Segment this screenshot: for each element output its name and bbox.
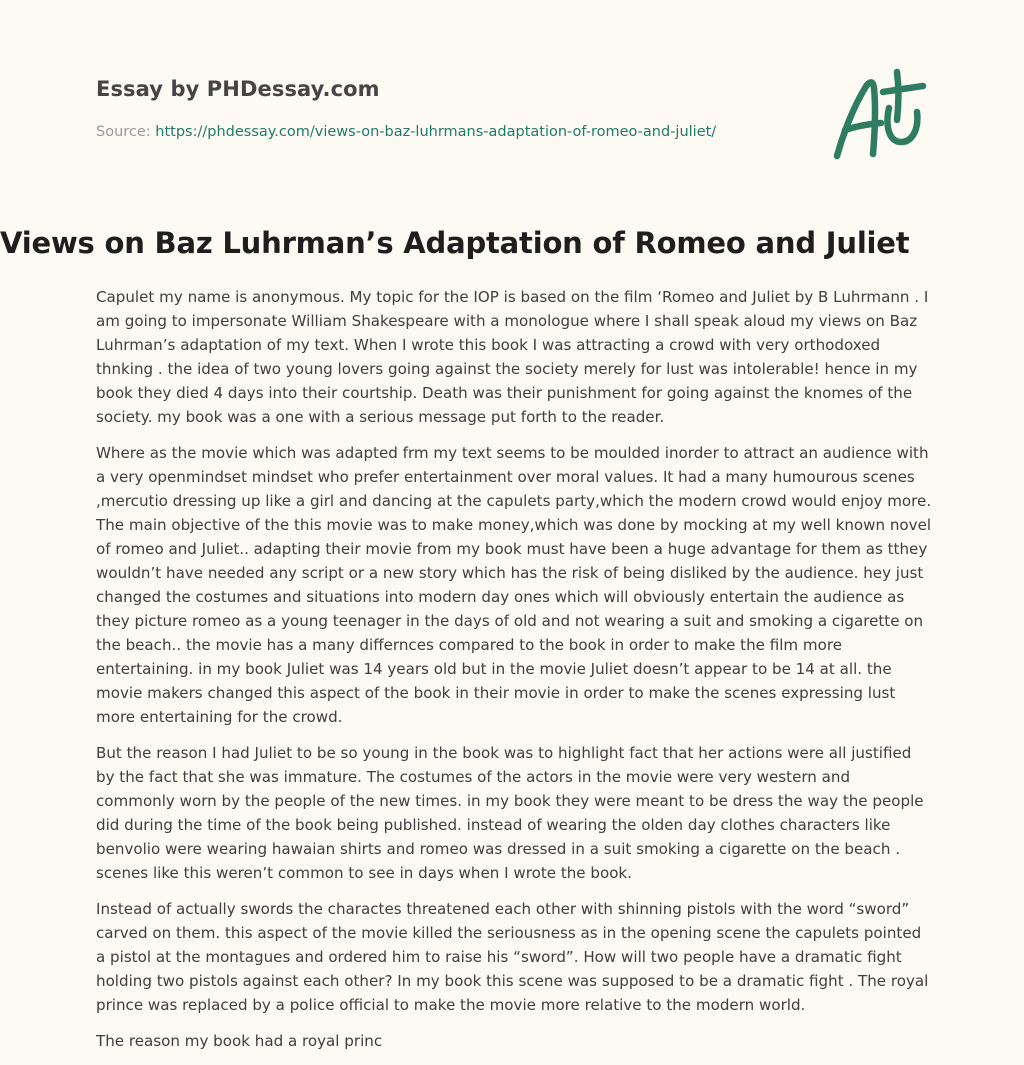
site-title: Essay by PHDessay.com (96, 77, 380, 101)
source-label: Source: (96, 124, 156, 140)
essay-paragraph: Capulet my name is anonymous. My topic for the IOP is based on the film ‘Romeo and Juliet by B Luhrmann . I am going to impersonate William Shakespeare with a monologue where I shall speak aloud my views on Baz Luhrman’s adaptation of my text. When I wrote this book I was attracting a crowd with very orthodoxed thnking . the idea of two young lovers going against the society merely for lust was intolerable! hence in my book they died 4 days into their courtship. Death was their punishment for going against the knomes of the society. my book was a one with a serious message put forth to the reader. (96, 288, 929, 426)
source-link[interactable]: https://phdessay.com/views-on-baz-luhrmans-adaptation-of-romeo-and-juliet/ (155, 124, 717, 140)
a-plus-logo-icon (829, 68, 933, 164)
essay-paragraph: Instead of actually swords the charactes threatened each other with shinning pistols with the word “sword” carved on them. this aspect of the movie killed the seriousness as in the opening scene the capulets pointed a pistol at the montagues and ordered him to raise his “sword”. How will two people have a dramatic fight holding two pistols against each other? In my book this scene was supposed to be a dramatic fight . The royal prince was replaced by a police official to make the movie more relative to the modern world. (96, 900, 929, 1014)
header (96, 0, 928, 230)
essay-paragraph: Where as the movie which was adapted frm my text seems to be moulded inorder to attract an audience with a very openmindset mindset who prefer entertainment over moral values. It had a many humourous scenes ,mercutio dressing up like a girl and dancing at the capulets party,which the modern crowd would enjoy more. The main objective of the this movie was to make money,which was done by mocking at my well known novel of romeo and Juliet.. adapting their movie from my book must have been a huge advantage for them as tthey wouldn’t have needed any script or a new story which has the risk of being disliked by the audience. hey just changed the costumes and situations into modern day ones which will obviously entertain the audience as they picture romeo as a young teenager in the days of old and not wearing a suit and smoking a cigarette on the beach.. the movie has a many differnces compared to the book in order to make the film more entertaining. in my book Juliet was 14 years old but in the movie Juliet doesn’t appear to be 14 at all. the movie makers changed this aspect of the book in their movie in order to make the scenes expressing lust more entertaining for the crowd. (96, 444, 932, 726)
essay-paragraph: The reason my book had a royal princ (96, 1032, 383, 1050)
essay-paragraph: But the reason I had Juliet to be so young in the book was to highlight fact that her actions were all justified by the fact that she was immature. The costumes of the actors in the movie were very western and commonly worn by the people of the new times. in my book they were meant to be dress the way the people did during the time of the book being published. instead of wearing the olden day clothes characters like benvolio were wearing hawaian shirts and romeo was dressed in a suit smoking a cigarette on the beach . scenes like this weren’t common to see in days when I wrote the book. (96, 744, 924, 882)
source-line (96, 124, 716, 140)
essay-title: Views on Baz Luhrman’s Adaptation of Romeo and Juliet (0, 226, 910, 260)
essay-body (96, 285, 932, 1065)
